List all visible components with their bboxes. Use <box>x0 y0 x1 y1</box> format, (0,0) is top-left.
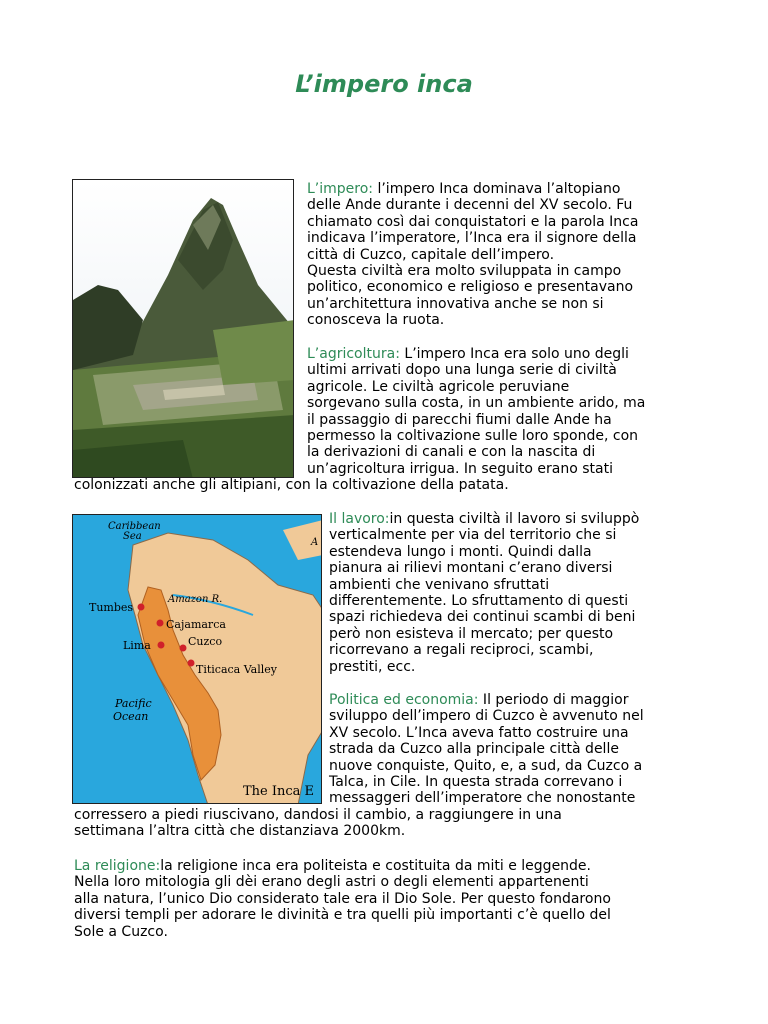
impero-line: Questa civiltà era molto sviluppata in campo <box>307 263 622 280</box>
machu-picchu-illustration <box>73 180 294 478</box>
section-religione <box>74 858 611 940</box>
impero-line: politico, economico e religioso e presentavano <box>307 279 634 296</box>
impero-line: chiamato così dai conquistatori e la parola Inca <box>307 213 639 230</box>
religione-line: la religione inca era politeista e costituita da miti e leggende. <box>160 858 591 874</box>
label-titicaca: Titicaca Valley <box>196 663 277 676</box>
label-cuzco: Cuzco <box>188 635 223 648</box>
label-cajamarca: Cajamarca <box>166 618 226 631</box>
impero-line: città di Cuzco, capitale dell’impero. <box>307 246 555 263</box>
politica-line: nuove conquiste, Quito, e, a sud, da Cuzco a <box>329 757 643 774</box>
section-lavoro <box>329 511 639 675</box>
politica-line: messaggeri dell’imperatore che nonostante <box>329 790 636 807</box>
impero-line: indicava l’imperatore, l’Inca era il signore della <box>307 230 637 247</box>
agricoltura-line: permesso la coltivazione sulle loro sponde, con <box>307 428 639 445</box>
impero-line: un’architettura innovativa anche se non si <box>307 295 604 312</box>
label-pacific: Pacific <box>115 697 152 710</box>
lavoro-line: prestiti, ecc. <box>329 658 416 675</box>
section-agricoltura <box>307 346 645 477</box>
impero-label: L’impero: <box>307 181 374 197</box>
agricoltura-line: la derivazioni di canali e con la nascita di <box>307 444 596 461</box>
cuzco-marker <box>180 645 187 652</box>
map-illustration <box>73 515 322 804</box>
map-caption: The Inca E <box>243 784 315 799</box>
agricoltura-tail: colonizzati anche gli altipiani, con la coltivazione della patata. <box>74 477 509 493</box>
lavoro-line: ricorrevano a regali reciproci, scambi, <box>329 642 594 659</box>
impero-line: conosceva la ruota. <box>307 312 445 329</box>
politica-line: Il periodo di maggior <box>478 692 629 708</box>
label-sea: Sea <box>123 531 142 542</box>
lavoro-line: in questa civiltà il lavoro si sviluppò <box>389 511 640 527</box>
agricoltura-line: ultimi arrivati dopo una lunga serie di civiltà <box>307 362 617 379</box>
agricoltura-line: sorgevano sulla costa, in un ambiente arido, ma <box>307 395 646 412</box>
religione-label: La religione: <box>74 858 161 874</box>
lima-marker <box>158 642 165 649</box>
politica-tail-line: corressero a piedi riuscivano, dandosi il cambio, a raggiungere in una <box>74 807 562 823</box>
label-caribbean: Caribbean <box>108 521 161 532</box>
religione-line: diversi templi per adorare le divinità e tra quelli più importanti c’è quello del <box>74 907 611 924</box>
lavoro-line: verticalmente per via del territorio che si <box>329 527 617 544</box>
politica-label: Politica ed economia: <box>329 692 479 708</box>
label-lima: Lima <box>123 639 151 652</box>
titicaca-marker <box>188 660 195 667</box>
politica-line: sviluppo dell’impero di Cuzco è avvenuto nel <box>329 708 644 725</box>
cajamarca-marker <box>157 620 164 627</box>
agricoltura-line: agricole. Le civiltà agricole peruviane <box>307 378 570 395</box>
lavoro-line: ambienti che venivano sfruttati <box>329 576 550 593</box>
label-edge: A <box>311 537 319 548</box>
inca-empire-map <box>72 514 322 804</box>
tumbes-marker <box>138 604 145 611</box>
religione-line: Sole a Cuzco. <box>74 923 168 940</box>
machu-picchu-photo <box>72 179 294 478</box>
politica-line: XV secolo. L’Inca aveva fatto costruire una <box>329 724 629 741</box>
agricoltura-line: un’agricoltura irrigua. In seguito erano stati <box>307 460 613 477</box>
agricoltura-line: il passaggio di parecchi fiumi dalle Ande ha <box>307 411 612 428</box>
impero-line: delle Ande durante i decenni del XV secolo. Fu <box>307 197 633 214</box>
politica-line: Talca, in Cile. In questa strada correvano i <box>329 774 623 791</box>
agricoltura-label: L’agricoltura: <box>307 346 400 362</box>
politica-tail-line: settimana l’altra città che distanziava 2000km. <box>74 823 406 840</box>
lavoro-line: differentemente. Lo sfruttamento di questi <box>329 593 629 610</box>
religione-line: alla natura, l’unico Dio considerato tale era il Dio Sole. Per questo fondarono <box>74 890 611 907</box>
politica-tail <box>74 807 562 840</box>
section-impero <box>307 181 638 329</box>
section-politica <box>329 692 644 807</box>
page-title: L’impero inca <box>295 70 473 98</box>
lavoro-line: pianura ai rilievi montani c’erano diversi <box>329 560 613 577</box>
label-ocean: Ocean <box>113 710 149 723</box>
label-tumbes: Tumbes <box>89 601 134 614</box>
lavoro-line: estendeva lungo i monti. Quindi dalla <box>329 543 592 560</box>
religione-line: Nella loro mitologia gli dèi erano degli astri o degli elementi appartenenti <box>74 874 589 891</box>
lavoro-line: però non esisteva il mercato; per questo <box>329 625 614 642</box>
agricoltura-line: L’impero Inca era solo uno degli <box>399 346 629 362</box>
label-amazon: Amazon R. <box>168 594 223 605</box>
lavoro-line: spazi richiedeva dei continui scambi di beni <box>329 609 636 626</box>
lavoro-label: Il lavoro: <box>329 511 390 527</box>
politica-line: strada da Cuzco alla principale città delle <box>329 741 619 758</box>
impero-line: l’impero Inca dominava l’altopiano <box>373 181 621 197</box>
